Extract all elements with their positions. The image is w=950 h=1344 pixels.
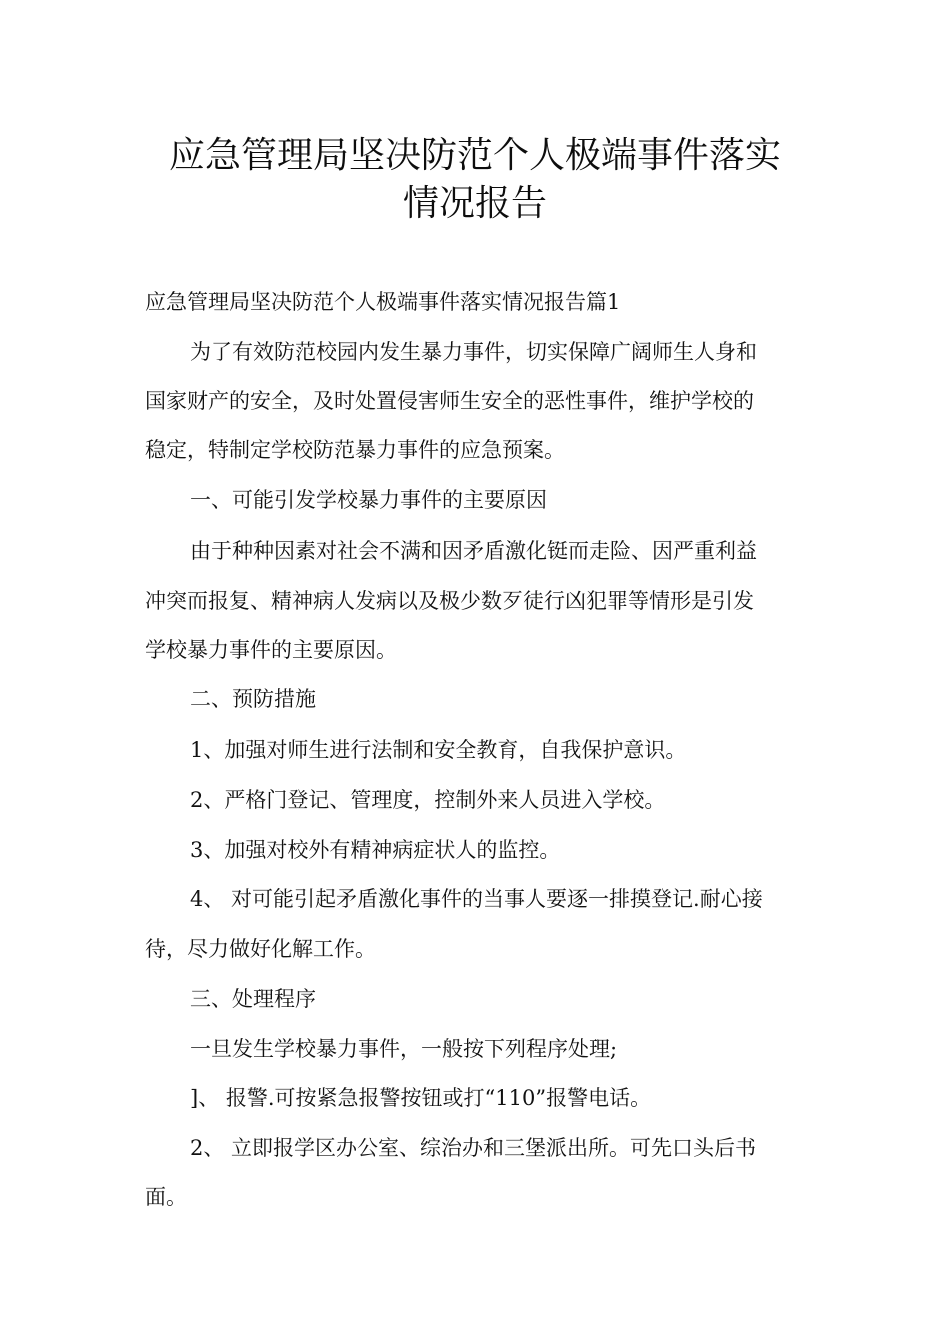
- paragraph-line: 国家财产的安全，及时处置侵害师生安全的恶性事件，维护学校的: [145, 389, 754, 413]
- list-item: 3、加强对校外有精神病症状人的监控。: [190, 838, 561, 862]
- paragraph-line: 由于种种因素对社会不满和因矛盾激化铤而走险、因严重利益: [190, 539, 757, 563]
- list-item-continuation: 面。: [145, 1185, 187, 1209]
- section-heading-report-part-1: 应急管理局坚决防范个人极端事件落实情况报告篇1: [145, 290, 621, 314]
- list-item-continuation: 待，尽力做好化解工作。: [145, 937, 376, 961]
- list-item: 2、严格门登记、管理度，控制外来人员进入学校。: [190, 788, 666, 812]
- section-heading-prevention: 二、预防措施: [190, 687, 316, 711]
- section-heading-causes: 一、可能引发学校暴力事件的主要原因: [190, 488, 547, 512]
- list-item: ]、 报警.可按紧急报警按钮或打“110”报警电话。: [190, 1086, 652, 1110]
- list-item: 4、 对可能引起矛盾激化事件的当事人要逐一排摸登记.耐心接: [190, 887, 763, 911]
- section-heading-procedure: 三、处理程序: [190, 987, 316, 1011]
- document-title-line-2: 情况报告: [402, 183, 547, 224]
- paragraph-line: 学校暴力事件的主要原因。: [145, 638, 397, 662]
- paragraph-line: 为了有效防范校园内发生暴力事件，切实保障广阔师生人身和: [190, 340, 757, 364]
- list-item: 1、加强对师生进行法制和安全教育，自我保护意识。: [190, 738, 687, 762]
- list-item: 2、 立即报学区办公室、综治办和三堡派出所。可先口头后书: [190, 1136, 757, 1160]
- paragraph-line: 稳定，特制定学校防范暴力事件的应急预案。: [145, 438, 565, 462]
- paragraph-line: 冲突而报复、精神病人发病以及极少数歹徒行凶犯罪等情形是引发: [145, 589, 754, 613]
- paragraph-line: 一旦发生学校暴力事件，一般按下列程序处理;: [190, 1037, 618, 1061]
- document-title-line-1: 应急管理局坚决防范个人极端事件落实: [168, 135, 781, 176]
